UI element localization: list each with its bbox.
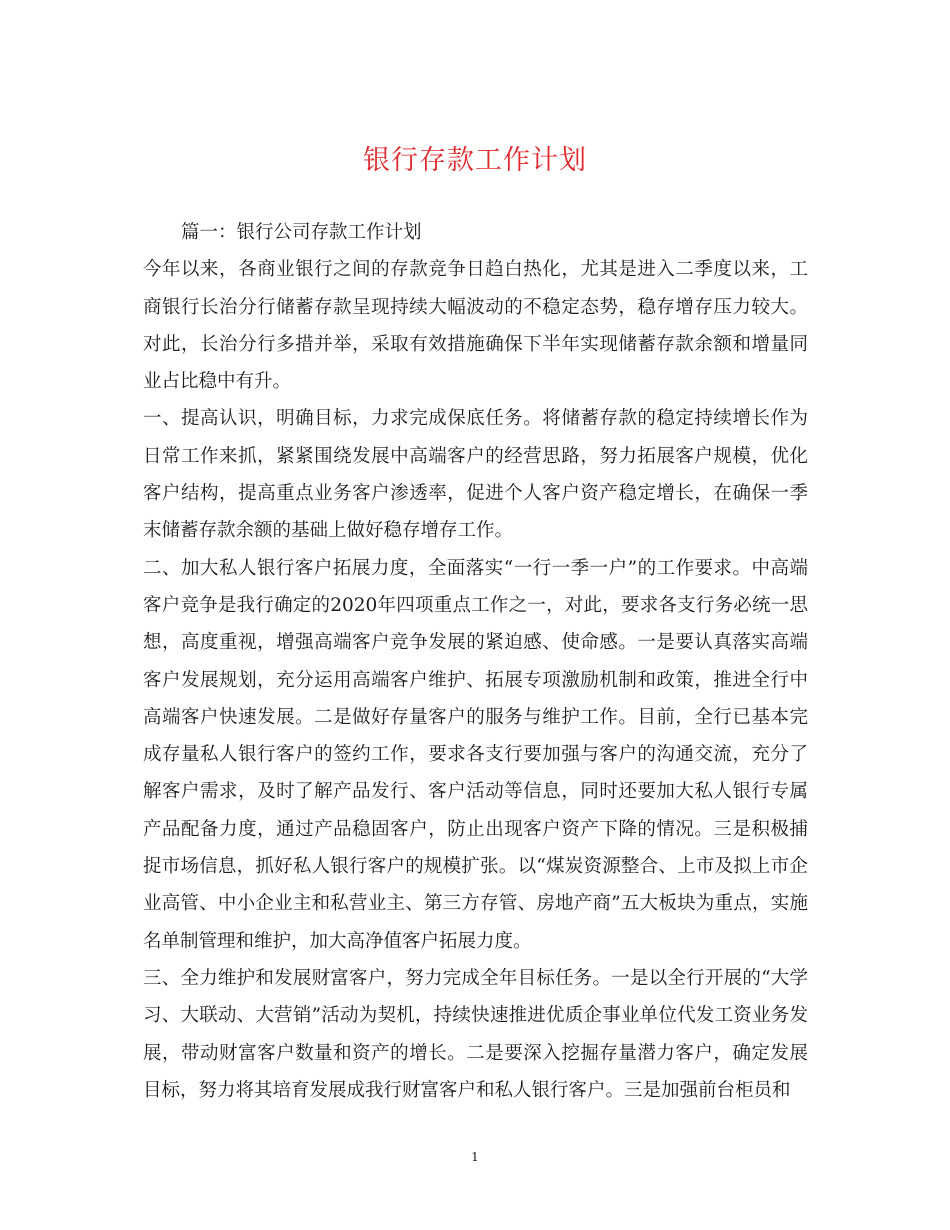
paragraph-intro: 今年以来，各商业银行之间的存款竞争日趋白热化，尤其是进入二季度以来，工商银行长治分行储蓄存款呈现持续大幅波动的不稳定态势，稳存增存压力较大。对此，长治分行多措并举，采取有效措施确保下半年实现储蓄存款余额和增量同业占比稳中有升。 (143, 259, 808, 393)
section-subtitle: 篇一：银行公司存款工作计划 (181, 222, 422, 243)
paragraph-section-3: 三、全力维护和发展财富客户，努力完成全年目标任务。一是以全行开展的“大学习、大联动、大营销”活动为契机，持续快速推进优质企事业单位代发工资业务发展，带动财富客户数量和资产的增长。二是要深入挖掘存量潜力客户，确定发展目标，努力将其培育发展成我行财富客户和私人银行客户。三是加强前台柜员和 (143, 967, 808, 1101)
paragraph-section-2: 二、加大私人银行客户拓展力度，全面落实“一行一季一户”的工作要求。中高端客户竞争是我行确定的2020年四项重点工作之一，对此，要求各支行务必统一思想，高度重视，增强高端客户竞争发展的紧迫感、使命感。一是要认真落实高端客户发展规划，充分运用高端客户维护、拓展专项激励机制和政策，推进全行中高端客户快速发展。二是做好存量客户的服务与维护工作。目前，全行已基本完成存量私人银行客户的签约工作，要求各支行要加强与客户的沟通交流，充分了解客户需求，及时了解产品发行、客户活动等信息，同时还要加大私人银行专属产品配备力度，通过产品稳固客户，防止出现客户资产下降的情况。三是积极捕捉市场信息，抓好私人银行客户的规模扩张。以“煤炭资源整合、上市及拟上市企业高管、中小企业主和私营业主、第三方存管、房地产商”五大板块为重点，实施名单制管理和维护，加大高净值客户拓展力度。 (143, 557, 808, 952)
document-body (143, 214, 808, 1109)
document-title: 银行存款工作计划 (363, 145, 587, 176)
paragraph-section-1: 一、提高认识，明确目标，力求完成保底任务。将储蓄存款的稳定持续增长作为日常工作来抓，紧紧围绕发展中高端客户的经营思路，努力拓展客户规模，优化客户结构，提高重点业务客户渗透率，促进个人客户资产稳定增长，在确保一季末储蓄存款余额的基础上做好稳存增存工作。 (143, 408, 808, 542)
page-number: 1 (471, 1150, 479, 1164)
